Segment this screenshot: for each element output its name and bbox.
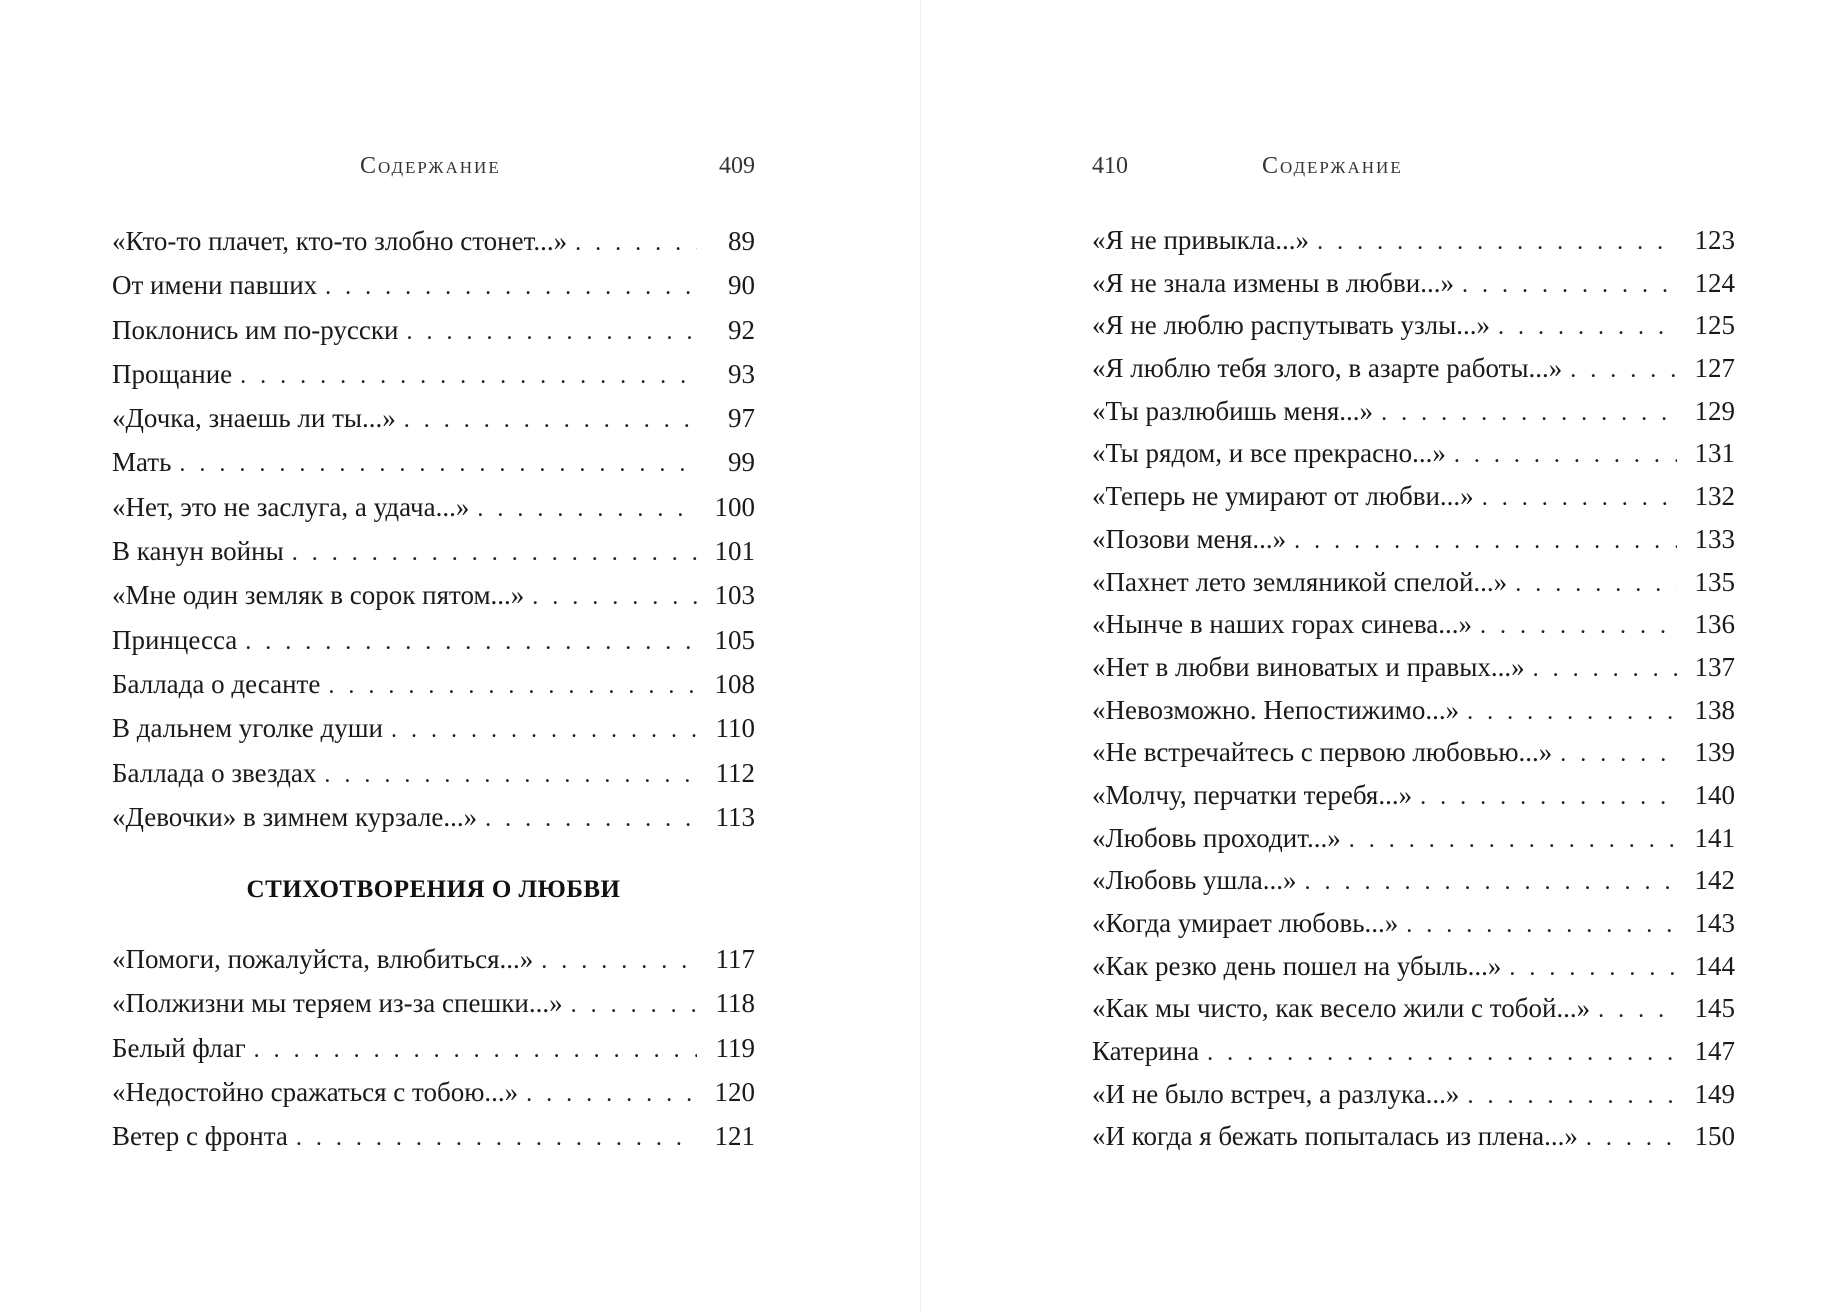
right-page: [921, 0, 1839, 1312]
toc-entry: [1092, 817, 1735, 860]
toc-entry-page: 100: [714, 491, 755, 522]
toc-entry: [1092, 561, 1735, 604]
dot-leader: [1533, 648, 1677, 691]
dot-leader: [324, 753, 697, 797]
toc-entry-page: 125: [1694, 310, 1735, 341]
toc-entry-title: Мать: [112, 447, 172, 478]
toc-entry-title: «Я не привыкла...»: [1092, 225, 1310, 255]
toc-entry-page: 113: [715, 801, 755, 832]
dot-leader: [1454, 434, 1677, 477]
toc-entry: [1092, 902, 1735, 945]
toc-entry-page: 108: [714, 668, 755, 699]
toc-entry: [1092, 262, 1735, 305]
toc-entry-title: «Позови меня...»: [1092, 523, 1287, 554]
toc-entry-page: 142: [1694, 865, 1735, 896]
toc-entry-title: «Нет в любви виноватых и правых...»: [1092, 651, 1525, 682]
dot-leader: [1586, 1117, 1677, 1160]
toc-entry: [1092, 1115, 1735, 1158]
toc-entry: [1092, 689, 1735, 732]
toc-entry-title: «Нет, это не заслуга, а удача...»: [112, 491, 470, 522]
dot-leader: [1381, 392, 1677, 435]
toc-entry-title: «Когда умирает любовь...»: [1092, 908, 1399, 938]
toc-entry-title: «Молчу, перчатки теребя...»: [1092, 779, 1413, 810]
dot-leader: [1406, 904, 1677, 947]
toc-entry-page: 136: [1694, 609, 1735, 640]
toc-entry-title: «И когда я бежать попыталась из плена...»: [1092, 1121, 1578, 1152]
toc-list-love-section: [112, 937, 755, 1158]
toc-entry: [1092, 347, 1735, 390]
toc-entry-page: 123: [1694, 225, 1735, 255]
dot-leader: [1467, 691, 1677, 734]
left-running-title: Содержание: [360, 153, 501, 179]
dot-leader: [532, 575, 697, 619]
toc-entry-page: 92: [728, 314, 755, 345]
dot-leader: [1498, 306, 1677, 349]
toc-entry-title: «Ты разлюбишь меня...»: [1092, 395, 1374, 426]
dot-leader: [179, 442, 697, 486]
dot-leader: [391, 708, 697, 752]
dot-leader: [1480, 605, 1677, 648]
dot-leader: [1570, 349, 1677, 392]
toc-entry-page: 138: [1694, 694, 1735, 725]
toc-entry: [112, 396, 755, 440]
toc-entry-title: «Я не знала измены в любви...»: [1092, 267, 1454, 298]
dot-leader: [1598, 989, 1677, 1032]
toc-entry-page: 144: [1694, 950, 1735, 981]
dot-leader: [541, 939, 697, 983]
toc-entry-page: 149: [1694, 1078, 1735, 1109]
right-running-head: [1092, 150, 1735, 182]
toc-entry-title: «Как резко день пошел на убыль...»: [1092, 950, 1502, 981]
toc-entry-page: 121: [714, 1121, 755, 1152]
toc-entry-page: 147: [1694, 1036, 1735, 1067]
dot-leader: [1462, 264, 1677, 307]
dot-leader: [485, 797, 697, 841]
toc-entry-page: 150: [1694, 1121, 1735, 1152]
toc-list-right: [1092, 219, 1735, 1158]
toc-entry-title: Прощание: [112, 358, 233, 389]
dot-leader: [1482, 477, 1677, 520]
toc-entry: [112, 981, 755, 1025]
toc-entry-title: «И не было встреч, а разлука...»: [1092, 1078, 1460, 1109]
toc-entry-title: «Я не люблю распутывать узлы...»: [1092, 310, 1490, 341]
left-running-head: [112, 150, 755, 182]
toc-entry: [1092, 774, 1735, 817]
toc-entry-title: Поклонись им по-русски: [112, 314, 399, 345]
toc-entry-title: В канун войны: [112, 536, 284, 567]
right-running-title: Содержание: [1262, 153, 1403, 179]
toc-list-war-section: [112, 219, 755, 839]
toc-entry: [1092, 731, 1735, 774]
toc-entry-page: 140: [1694, 779, 1735, 810]
toc-entry-title: «Не встречайтесь с первою любовью...»: [1092, 737, 1553, 768]
toc-entry: [112, 706, 755, 750]
dot-leader: [406, 310, 697, 354]
toc-entry-page: 141: [1694, 822, 1735, 853]
dot-leader: [1294, 520, 1677, 563]
dot-leader: [575, 221, 697, 265]
toc-entry-page: 137: [1694, 651, 1735, 682]
toc-entry: [112, 1070, 755, 1114]
toc-entry-page: 133: [1694, 523, 1735, 554]
dot-leader: [296, 1116, 697, 1160]
toc-entry-page: 117: [715, 944, 755, 974]
toc-entry-title: «Любовь ушла...»: [1092, 865, 1297, 896]
toc-entry-page: 135: [1694, 566, 1735, 597]
toc-entry: [1092, 603, 1735, 646]
dot-leader: [245, 620, 697, 664]
toc-entry: [1092, 646, 1735, 689]
dot-leader: [1515, 563, 1677, 606]
toc-entry-page: 127: [1694, 353, 1735, 384]
dot-leader: [404, 398, 697, 442]
toc-entry-title: «Ты рядом, и все прекрасно...»: [1092, 438, 1446, 469]
toc-entry-title: «Девочки» в зимнем курзале...»: [112, 801, 478, 832]
toc-entry-page: 105: [714, 624, 755, 655]
dot-leader: [328, 664, 697, 708]
toc-entry: [1092, 304, 1735, 347]
toc-entry-title: Баллада о звездах: [112, 757, 317, 788]
dot-leader: [526, 1072, 697, 1116]
toc-entry-page: 89: [728, 226, 755, 256]
dot-leader: [1509, 947, 1677, 990]
toc-entry: [112, 573, 755, 617]
toc-entry-title: Принцесса: [112, 624, 238, 655]
toc-entry-title: «Пахнет лето земляникой спелой...»: [1092, 566, 1508, 597]
toc-entry-title: Белый флаг: [112, 1032, 246, 1063]
toc-entry-page: 90: [728, 270, 755, 301]
toc-entry-page: 139: [1694, 737, 1735, 768]
dot-leader: [1349, 819, 1677, 862]
toc-entry-title: «Недостойно сражаться с тобою...»: [112, 1076, 519, 1107]
dot-leader: [1467, 1075, 1677, 1118]
toc-entry-title: «Помоги, пожалуйста, влюбиться...»: [112, 944, 534, 974]
toc-entry: [1092, 518, 1735, 561]
toc-entry-page: 132: [1694, 481, 1735, 512]
toc-entry-page: 118: [715, 988, 755, 1019]
toc-entry-page: 101: [714, 536, 755, 567]
dot-leader: [571, 983, 697, 1027]
toc-entry-title: Катерина: [1092, 1036, 1200, 1067]
toc-entry: [1092, 859, 1735, 902]
toc-entry-title: В дальнем уголке души: [112, 713, 383, 744]
toc-entry: [112, 219, 755, 263]
toc-entry-title: «Полжизни мы теряем из-за спешки...»: [112, 988, 563, 1019]
toc-entry-page: 143: [1694, 908, 1735, 938]
toc-entry-title: «Я люблю тебя злого, в азарте работы...»: [1092, 353, 1563, 384]
toc-entry: [112, 440, 755, 484]
toc-entry-page: 119: [715, 1032, 755, 1063]
toc-entry-title: «Невозможно. Непостижимо...»: [1092, 694, 1460, 725]
toc-entry-page: 131: [1694, 438, 1735, 469]
toc-entry: [112, 308, 755, 352]
toc-entry: [112, 529, 755, 573]
toc-entry: [1092, 987, 1735, 1030]
toc-entry-title: «Кто-то плачет, кто-то злобно стонет...»: [112, 226, 568, 256]
toc-entry: [1092, 475, 1735, 518]
toc-entry: [112, 618, 755, 662]
toc-entry: [112, 263, 755, 307]
toc-entry-page: 99: [728, 447, 755, 478]
toc-entry: [112, 937, 755, 981]
dot-leader: [1560, 733, 1677, 776]
dot-leader: [254, 1028, 697, 1072]
toc-entry: [1092, 1073, 1735, 1116]
toc-entry-title: Ветер с фронта: [112, 1121, 288, 1152]
dot-leader: [1317, 221, 1677, 264]
toc-entry-title: Баллада о десанте: [112, 668, 321, 699]
toc-entry: [1092, 1030, 1735, 1073]
toc-entry-page: 112: [715, 757, 755, 788]
dot-leader: [477, 487, 697, 531]
dot-leader: [325, 265, 697, 309]
dot-leader: [240, 354, 697, 398]
toc-entry-title: «Мне один земляк в сорок пятом...»: [112, 580, 525, 611]
right-page-number: 410: [1092, 153, 1128, 179]
toc-entry-page: 110: [715, 713, 755, 744]
toc-entry-page: 103: [714, 580, 755, 611]
toc-entry: [112, 1026, 755, 1070]
toc-entry-page: 97: [728, 403, 755, 434]
toc-entry-page: 129: [1694, 395, 1735, 426]
toc-entry: [112, 662, 755, 706]
toc-entry-page: 93: [728, 358, 755, 389]
toc-entry: [1092, 219, 1735, 262]
toc-entry-page: 145: [1694, 993, 1735, 1024]
dot-leader: [292, 531, 697, 575]
toc-entry-title: «Дочка, знаешь ли ты...»: [112, 403, 396, 434]
section-heading: СТИХОТВОРЕНИЯ О ЛЮБВИ: [246, 876, 621, 903]
toc-entry: [1092, 390, 1735, 433]
toc-entry: [1092, 945, 1735, 988]
toc-entry: [112, 751, 755, 795]
toc-entry-title: «Как мы чисто, как весело жили с тобой...»: [1092, 993, 1591, 1024]
toc-entry-title: «Любовь проходит...»: [1092, 822, 1341, 853]
toc-entry-title: «Теперь не умирают от любви...»: [1092, 481, 1474, 512]
dot-leader: [1420, 776, 1677, 819]
toc-entry: [112, 795, 755, 839]
toc-entry-page: 124: [1694, 267, 1735, 298]
toc-entry: [112, 352, 755, 396]
toc-entry: [112, 1114, 755, 1158]
dot-leader: [1305, 861, 1677, 904]
toc-entry-title: «Нынче в наших горах синева...»: [1092, 609, 1472, 640]
dot-leader: [1207, 1032, 1677, 1075]
toc-entry-title: От имени павших: [112, 270, 318, 301]
toc-entry: [1092, 432, 1735, 475]
left-page-number: 409: [719, 153, 755, 179]
toc-entry-page: 120: [714, 1076, 755, 1107]
toc-entry: [112, 485, 755, 529]
